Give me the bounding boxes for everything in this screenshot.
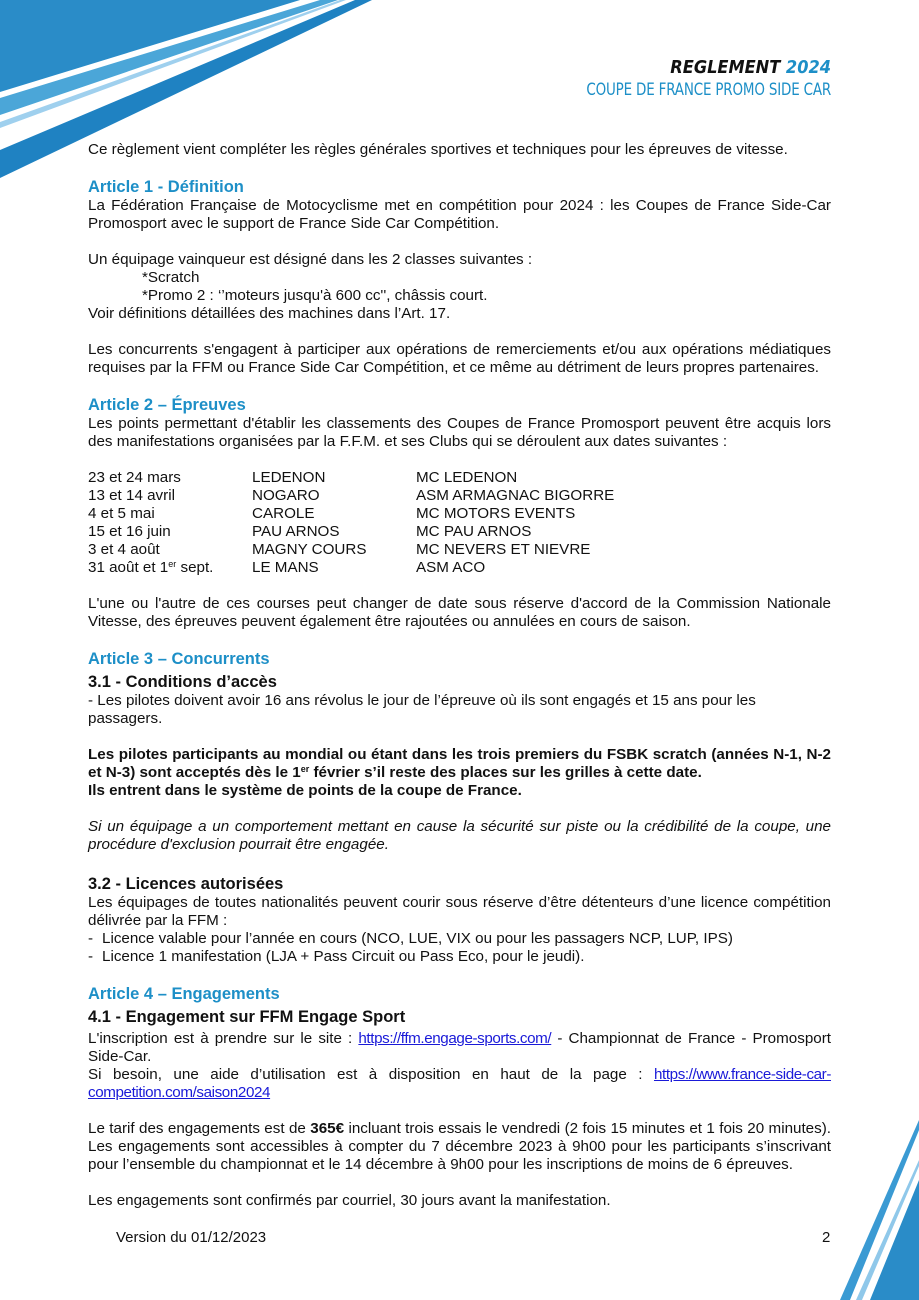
event-date-part: sept. [176, 559, 214, 576]
class-scratch: *Scratch [142, 269, 200, 286]
table-row [88, 469, 614, 487]
text: L'inscription est à prendre sur le site : [88, 1030, 359, 1047]
article-1-paragraph-4: Les concurrents s'engagent à participer aux opérations de remerciements et/ou aux opérations médiatiques requises par la FFM ou France Side Car Compétition, et ce même au détriment de leurs propres partenaires. [88, 341, 831, 376]
article-1-paragraph-2: Un équipage vainqueur est désigné dans les 2 classes suivantes : [88, 251, 533, 268]
intro-paragraph: Ce règlement vient compléter les règles générales sportives et techniques pour les épreuves de vitesse. [88, 141, 788, 158]
header-subtitle: COUPE DE FRANCE PROMO SIDE CAR [586, 80, 831, 100]
event-circuit: CAROLE [252, 505, 315, 522]
text: incluant trois essais le vendredi (2 fois 15 minutes et 1 fois 20 minutes). Les engagements sont accessibles à compter du 7 décembre 2023 à 9h00 pour les participants s’inscrivant pour l’ensemble du championnat et le 14 décembre à 9h00 pour les inscriptions de moins de 6 épreuves. [88, 1120, 831, 1173]
section-3-1-paragraph: - Les pilotes doivent avoir 16 ans révolus le jour de l’épreuve où ils sont engagés et 15 ans pour les passagers. [88, 692, 756, 727]
bold-text: février s’il reste des places sur les grilles à cette date. [309, 764, 702, 781]
text: Si besoin, une aide d’utilisation est à disposition en haut de la page : [88, 1066, 654, 1083]
section-4-1-paragraph-3 [88, 1120, 831, 1174]
event-date: 13 et 14 avril [88, 487, 175, 504]
event-circuit: MAGNY COURS [252, 541, 367, 558]
text: Le tarif des engagements est de [88, 1120, 311, 1137]
article-1-paragraph-3: Voir définitions détaillées des machines dans l’Art. 17. [88, 305, 451, 322]
article-3-title: Article 3 – Concurrents [88, 650, 270, 668]
event-date-sup: er [168, 559, 177, 569]
section-4-1-paragraph-2 [88, 1066, 831, 1102]
france-side-car-link[interactable]: https://www.france-side-car-competition.com/saison2024 [88, 1066, 831, 1101]
document-header [553, 57, 831, 101]
table-row [88, 559, 614, 577]
section-3-1-bold-line: Ils entrent dans le système de points de la coupe de France. [88, 782, 522, 799]
event-club: MC NEVERS ET NIEVRE [416, 541, 591, 558]
engage-sports-link[interactable]: https://ffm.engage-sports.com/ [358, 1030, 552, 1047]
event-circuit: NOGARO [252, 487, 320, 504]
events-table [88, 469, 614, 577]
event-club: MC LEDENON [416, 469, 518, 486]
table-row [88, 487, 614, 505]
class-promo2: *Promo 2 : ‘’moteurs jusqu'à 600 cc'', châssis court. [142, 287, 488, 304]
footer-version: Version du 01/12/2023 [116, 1229, 267, 1246]
section-4-1-title: 4.1 - Engagement sur FFM Engage Sport [88, 1008, 406, 1026]
text: - Championnat de France - Promosport Side-Car. [88, 1030, 831, 1065]
table-row [88, 523, 614, 541]
event-date: 4 et 5 mai [88, 505, 155, 522]
bottom-right-stripes-graphic [840, 1120, 919, 1300]
header-year: 2024 [785, 57, 831, 78]
event-circuit: PAU ARNOS [252, 523, 340, 540]
document-body [88, 141, 831, 1210]
bold-sup: er [300, 764, 310, 774]
event-date: 23 et 24 mars [88, 469, 181, 486]
event-date [88, 559, 252, 577]
section-3-2-title: 3.2 - Licences autorisées [88, 875, 284, 893]
header-title-prefix: REGLEMENT [670, 57, 781, 78]
bold-text: Les pilotes participants au mondial ou étant dans les trois premiers du FSBK scratch (années N-1, N-2 et N-3) sont acceptés dès le 1 [88, 746, 831, 781]
event-club: MC MOTORS EVENTS [416, 505, 576, 522]
licence-list [88, 930, 831, 966]
article-4-title: Article 4 – Engagements [88, 985, 280, 1003]
event-club: ASM ACO [416, 559, 486, 576]
price-value: 365€ [310, 1120, 345, 1137]
list-item: - Licence valable pour l’année en cours (NCO, LUE, VIX ou pour les passagers NCP, LUP, IPS) [88, 930, 831, 948]
footer-page-number: 2 [822, 1229, 831, 1246]
event-circuit: LEDENON [252, 469, 326, 486]
article-2-title: Article 2 – Épreuves [88, 396, 246, 414]
header-title [553, 57, 831, 79]
section-3-2-paragraph: Les équipages de toutes nationalités peuvent courir sous réserve d’être détenteurs d’une licence compétition délivrée par la FFM : [88, 894, 831, 929]
section-3-1-title: 3.1 - Conditions d’accès [88, 673, 277, 691]
section-3-1-italic-paragraph: Si un équipage a un comportement mettant en cause la sécurité sur piste ou la crédibilité de la coupe, une procédure d'exclusion pourrait être engagée. [88, 818, 831, 853]
article-2-paragraph-2: L'une ou l'autre de ces courses peut changer de date sous réserve d'accord de la Commission Nationale Vitesse, des épreuves peuvent également être rajoutées ou annulées en cours de saison. [88, 595, 831, 630]
article-1-title: Article 1 - Définition [88, 178, 244, 196]
list-item: - Licence 1 manifestation (LJA + Pass Circuit ou Pass Eco, pour le jeudi). [88, 948, 831, 966]
event-circuit: LE MANS [252, 559, 319, 576]
event-date-part: 31 août et 1 [88, 559, 169, 576]
event-club: ASM ARMAGNAC BIGORRE [416, 487, 615, 504]
section-3-1-bold-paragraph [88, 746, 831, 782]
table-row [88, 541, 614, 559]
section-4-1-paragraph-4: Les engagements sont confirmés par courriel, 30 jours avant la manifestation. [88, 1192, 611, 1209]
article-1-paragraph-1: La Fédération Française de Motocyclisme met en compétition pour 2024 : les Coupes de France Side-Car Promosport avec le support de France Side Car Compétition. [88, 197, 831, 232]
event-club: MC PAU ARNOS [416, 523, 532, 540]
event-date: 15 et 16 juin [88, 523, 171, 540]
article-2-paragraph-1: Les points permettant d'établir les classements des Coupes de France Promosport peuvent être acquis lors des manifestations organisées par la F.F.M. et ses Clubs qui se déroulent aux dates suivantes : [88, 415, 831, 450]
section-4-1-paragraph-1 [88, 1030, 831, 1066]
table-row [88, 505, 614, 523]
event-date: 3 et 4 août [88, 541, 160, 558]
